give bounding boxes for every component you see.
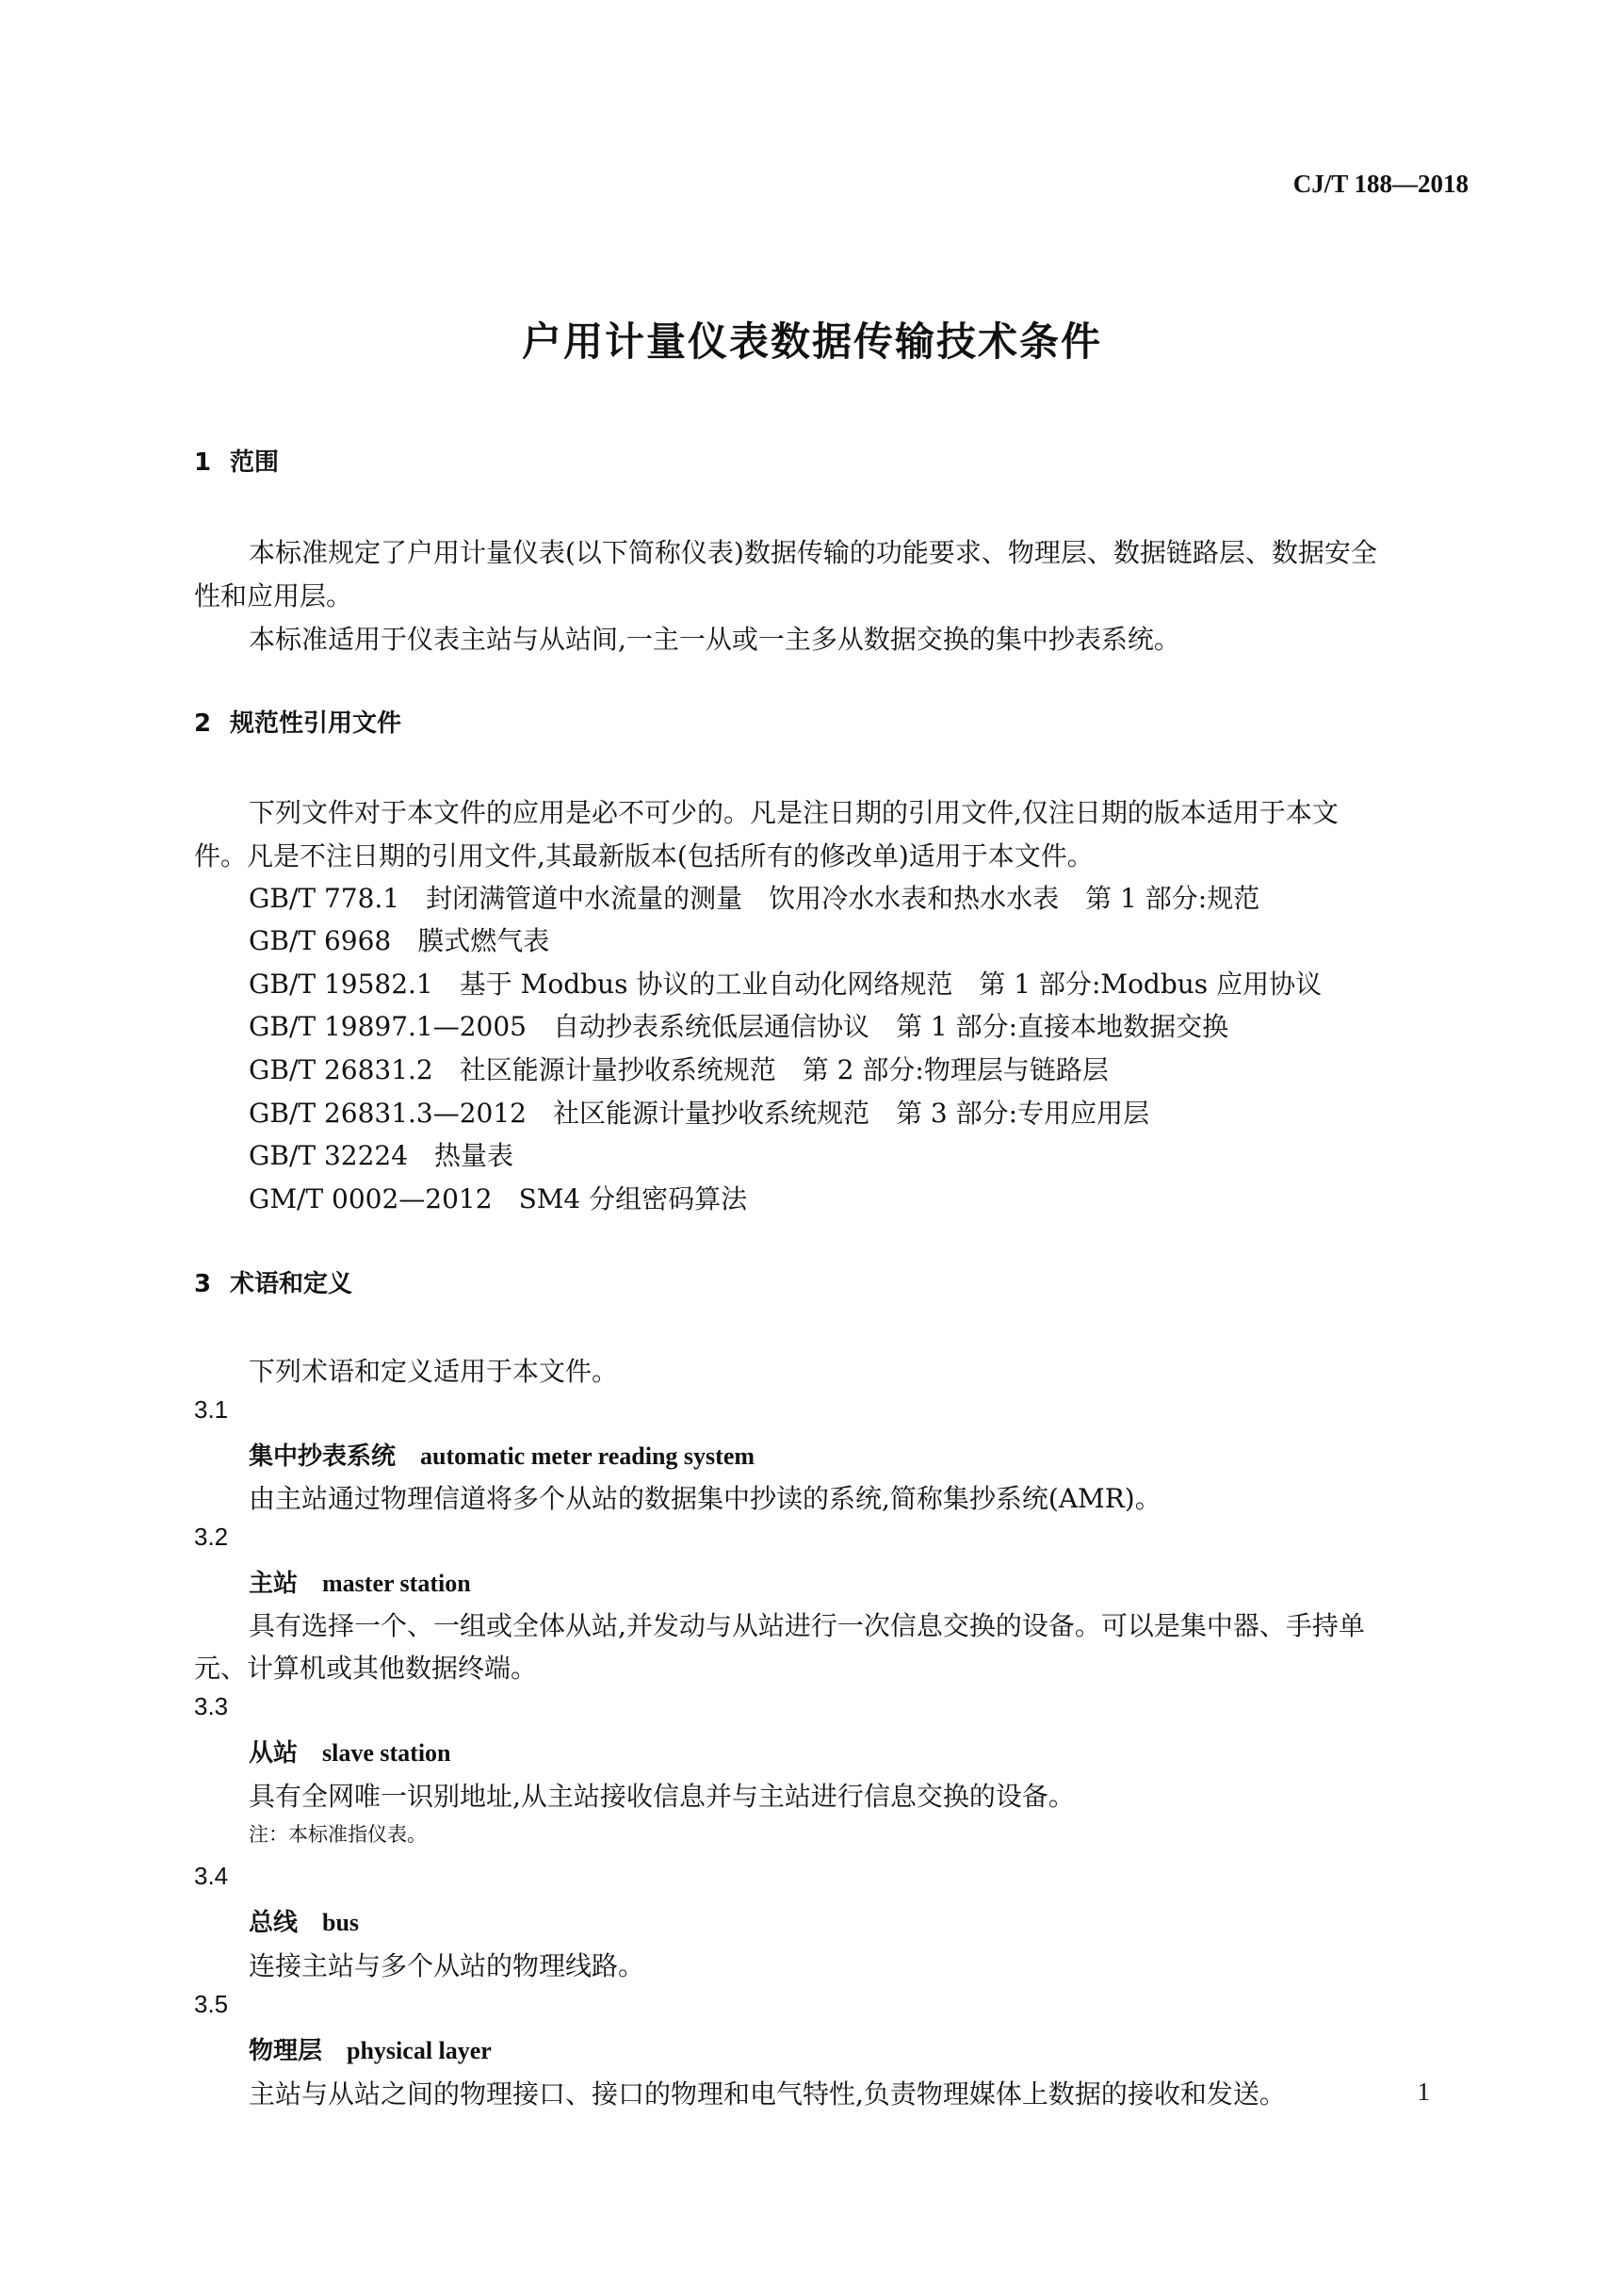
term-heading — [249, 1437, 755, 1472]
reference-code: GB/T 26831.2 — [249, 1054, 433, 1085]
standard-code: CJ/T 188—2018 — [1292, 170, 1469, 198]
term-number: 3.1 — [194, 1395, 229, 1424]
page-number: 1 — [1417, 2077, 1430, 2106]
term-chinese: 总线 — [249, 1909, 299, 1937]
term-chinese: 从站 — [249, 1739, 299, 1768]
section-1-heading — [194, 443, 279, 478]
term-chinese: 主站 — [249, 1570, 299, 1598]
reference-code: GB/T 778.1 — [249, 883, 400, 914]
term-english: bus — [322, 1909, 360, 1936]
reference-code: GB/T 6968 — [249, 925, 392, 956]
term-definition: 具有选择一个、一组或全体从站,并发动与从站进行一次信息交换的设备。可以是集中器、手持单 — [249, 1610, 1365, 1641]
reference-item — [249, 1135, 513, 1173]
term-definition: 连接主站与多个从站的物理线路。 — [249, 1950, 645, 1981]
term-note: 注：本标准指仪表。 — [249, 1823, 427, 1846]
term-english: physical layer — [347, 2037, 492, 2064]
reference-code: GB/T 19897.1—2005 — [249, 1011, 527, 1042]
reference-code: GM/T 0002—2012 — [249, 1183, 493, 1214]
reference-code: GB/T 19582.1 — [249, 969, 433, 1000]
reference-item — [249, 1179, 747, 1216]
section-2-heading — [194, 704, 401, 739]
section-number: 2 — [194, 709, 212, 738]
term-definition: 具有全网唯一识别地址,从主站接收信息并与主站进行信息交换的设备。 — [249, 1781, 1075, 1812]
section-number: 1 — [194, 448, 212, 477]
reference-title: SM4 分组密码算法 — [518, 1183, 748, 1214]
section-title: 范围 — [230, 448, 280, 477]
reference-title: 膜式燃气表 — [417, 925, 550, 956]
reference-title: 社区能源计量抄收系统规范 第 2 部分:物理层与链路层 — [459, 1054, 1109, 1085]
section-number: 3 — [194, 1270, 212, 1298]
paragraph-line: 本标准规定了户用计量仪表(以下简称仪表)数据传输的功能要求、物理层、数据链路层、数据安全 — [249, 537, 1377, 568]
reference-code: GB/T 32224 — [249, 1140, 409, 1171]
reference-title: 社区能源计量抄收系统规范 第 3 部分:专用应用层 — [553, 1098, 1150, 1129]
reference-title: 封闭满管道中水流量的测量 饮用冷水水表和热水水表 第 1 部分:规范 — [426, 883, 1260, 914]
term-english: automatic meter reading system — [420, 1442, 755, 1470]
document-title: 户用计量仪表数据传输技术条件 — [521, 318, 1102, 365]
paragraph-line: 本标准适用于仪表主站与从站间,一主一从或一主多从数据交换的集中抄表系统。 — [249, 624, 1180, 655]
reference-item — [249, 1050, 1109, 1087]
term-definition: 元、计算机或其他数据终端。 — [194, 1653, 538, 1684]
section-title: 术语和定义 — [230, 1270, 353, 1298]
reference-item — [249, 878, 1259, 916]
term-number: 3.4 — [194, 1862, 229, 1890]
paragraph-line: 性和应用层。 — [194, 580, 353, 611]
paragraph-line: 件。凡是不注日期的引用文件,其最新版本(包括所有的修改单)适用于本文件。 — [194, 840, 1094, 872]
reference-item — [249, 964, 1322, 1002]
term-number: 3.5 — [194, 1990, 229, 2018]
term-chinese: 集中抄表系统 — [249, 1442, 397, 1471]
term-definition: 主站与从站之间的物理接口、接口的物理和电气特性,负责物理媒体上数据的接收和发送。 — [249, 2078, 1286, 2110]
term-heading — [249, 2031, 492, 2066]
reference-title: 自动抄表系统低层通信协议 第 1 部分:直接本地数据交换 — [553, 1011, 1229, 1042]
term-chinese: 物理层 — [249, 2037, 323, 2065]
term-english: slave station — [322, 1739, 451, 1767]
reference-item — [249, 1093, 1149, 1131]
term-heading — [249, 1903, 359, 1938]
section-3-heading — [194, 1264, 352, 1299]
reference-code: GB/T 26831.3—2012 — [249, 1098, 527, 1129]
paragraph-line: 下列文件对于本文件的应用是必不可少的。凡是注日期的引用文件,仅注日期的版本适用于本文 — [249, 797, 1339, 828]
reference-item — [249, 921, 549, 958]
section-title: 规范性引用文件 — [230, 709, 402, 738]
term-english: master station — [322, 1570, 471, 1597]
term-definition: 由主站通过物理信道将多个从站的数据集中抄读的系统,简称集抄系统(AMR)。 — [249, 1483, 1161, 1514]
reference-item — [249, 1006, 1228, 1044]
term-heading — [249, 1734, 451, 1768]
term-number: 3.2 — [194, 1523, 229, 1551]
term-heading — [249, 1564, 471, 1599]
term-number: 3.3 — [194, 1692, 229, 1720]
paragraph-line: 下列术语和定义适用于本文件。 — [249, 1356, 619, 1387]
reference-title: 热量表 — [434, 1140, 514, 1171]
reference-title: 基于 Modbus 协议的工业自动化网络规范 第 1 部分:Modbus 应用协议 — [459, 969, 1323, 1000]
